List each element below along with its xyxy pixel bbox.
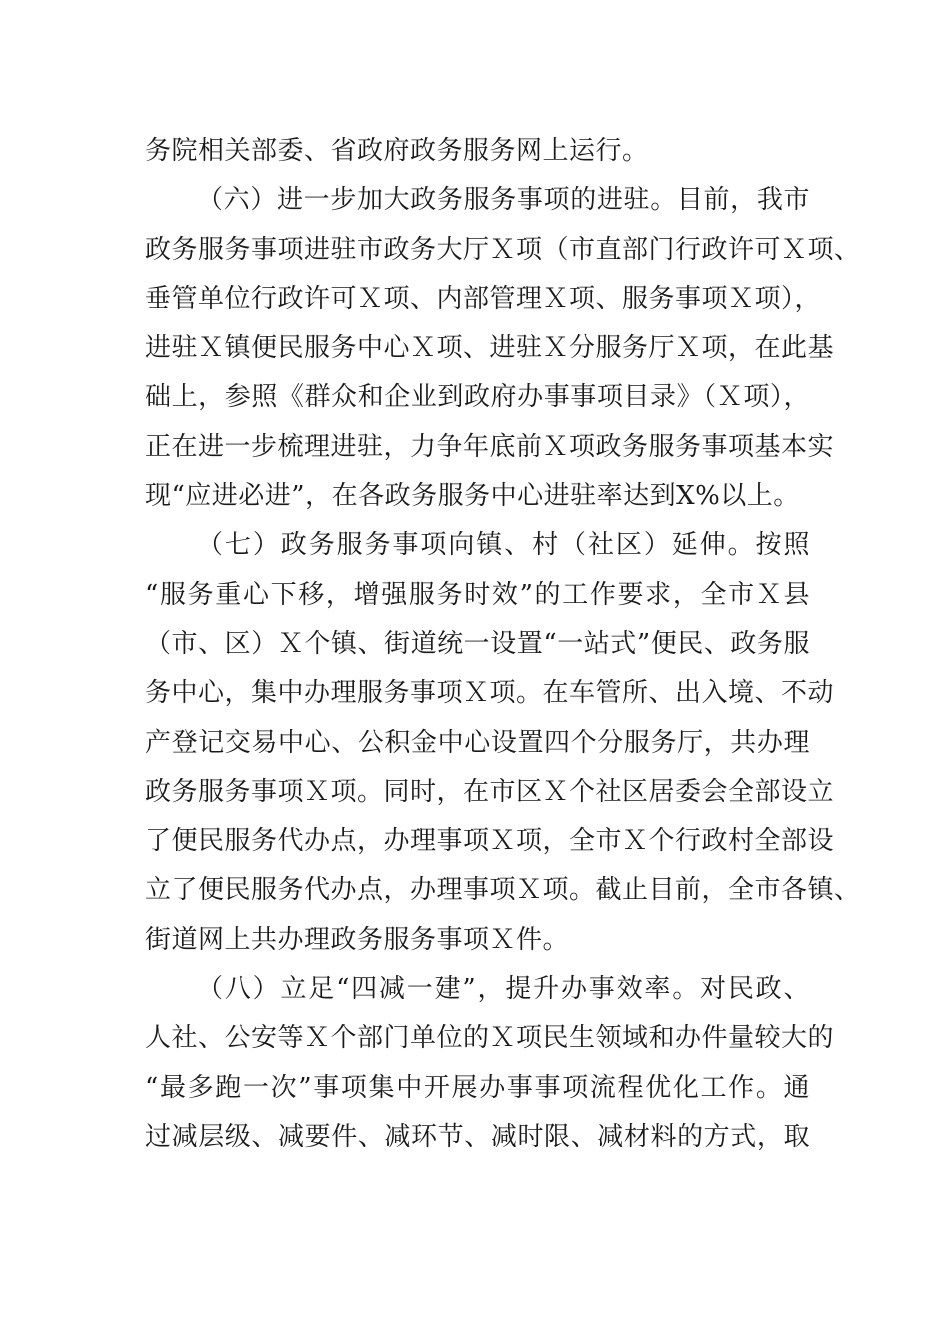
text-line: 人社、公安等Ｘ个部门单位的Ｘ项民生领域和办件量较大的 xyxy=(145,1023,835,1054)
text-line: “服务重心下移，增强服务时效”的工作要求，全市Ｘ县 xyxy=(145,579,810,610)
text-line: 政务服务事项Ｘ项。同时，在市区Ｘ个社区居委会全部设立 xyxy=(145,776,835,807)
text-line: 立了便民服务代办点，办理事项Ｘ项。截止目前，全市各镇、 xyxy=(145,875,861,906)
text-line: 过减层级、减要件、减环节、减时限、减材料的方式，取 xyxy=(145,1121,810,1152)
text-line: 务中心，集中办理服务事项Ｘ项。在车管所、出入境、不动 xyxy=(145,678,835,709)
section-heading-line: （六）进一步加大政务服务事项的进驻。目前，我市 xyxy=(197,185,810,216)
text-line: 础上，参照《群众和企业到政府办事事项目录》（Ｘ项）， xyxy=(145,382,810,413)
text-line: 现“应进必进”，在各政务服务中心进驻率达到X%以上。 xyxy=(145,481,800,512)
section-heading-line: （七）政务服务事项向镇、村（社区）延伸。按照 xyxy=(197,530,810,561)
text-line: 务院相关部委、省政府政务服务网上运行。 xyxy=(145,136,649,166)
text-line: 垂管单位行政许可Ｘ项、内部管理Ｘ项、服务事项Ｘ项）， xyxy=(145,283,822,314)
text-line: 进驻Ｘ镇便民服务中心Ｘ项、进驻Ｘ分服务厅Ｘ项，在此基 xyxy=(145,333,835,364)
document-body xyxy=(145,127,861,1162)
text-line: （市、区）Ｘ个镇、街道统一设置“一站式”便民、政务服 xyxy=(145,628,810,659)
text-line: 产登记交易中心、公积金中心设置四个分服务厅，共办理 xyxy=(145,727,810,758)
text-line: 了便民服务代办点，办理事项Ｘ项，全市Ｘ个行政村全部设 xyxy=(145,826,835,857)
section-heading-line: （八）立足“四减一建”，提升办事效率。对民政、 xyxy=(197,974,810,1005)
text-line: 政务服务事项进驻市政务大厅Ｘ项（市直部门行政许可Ｘ项、 xyxy=(145,234,861,265)
text-line: “最多跑一次”事项集中开展办事事项流程优化工作。通 xyxy=(145,1072,810,1103)
text-line: 正在进一步梳理进驻，力争年底前Ｘ项政务服务事项基本实 xyxy=(145,431,835,462)
text-line: 街道网上共办理政务服务事项Ｘ件。 xyxy=(145,924,570,955)
